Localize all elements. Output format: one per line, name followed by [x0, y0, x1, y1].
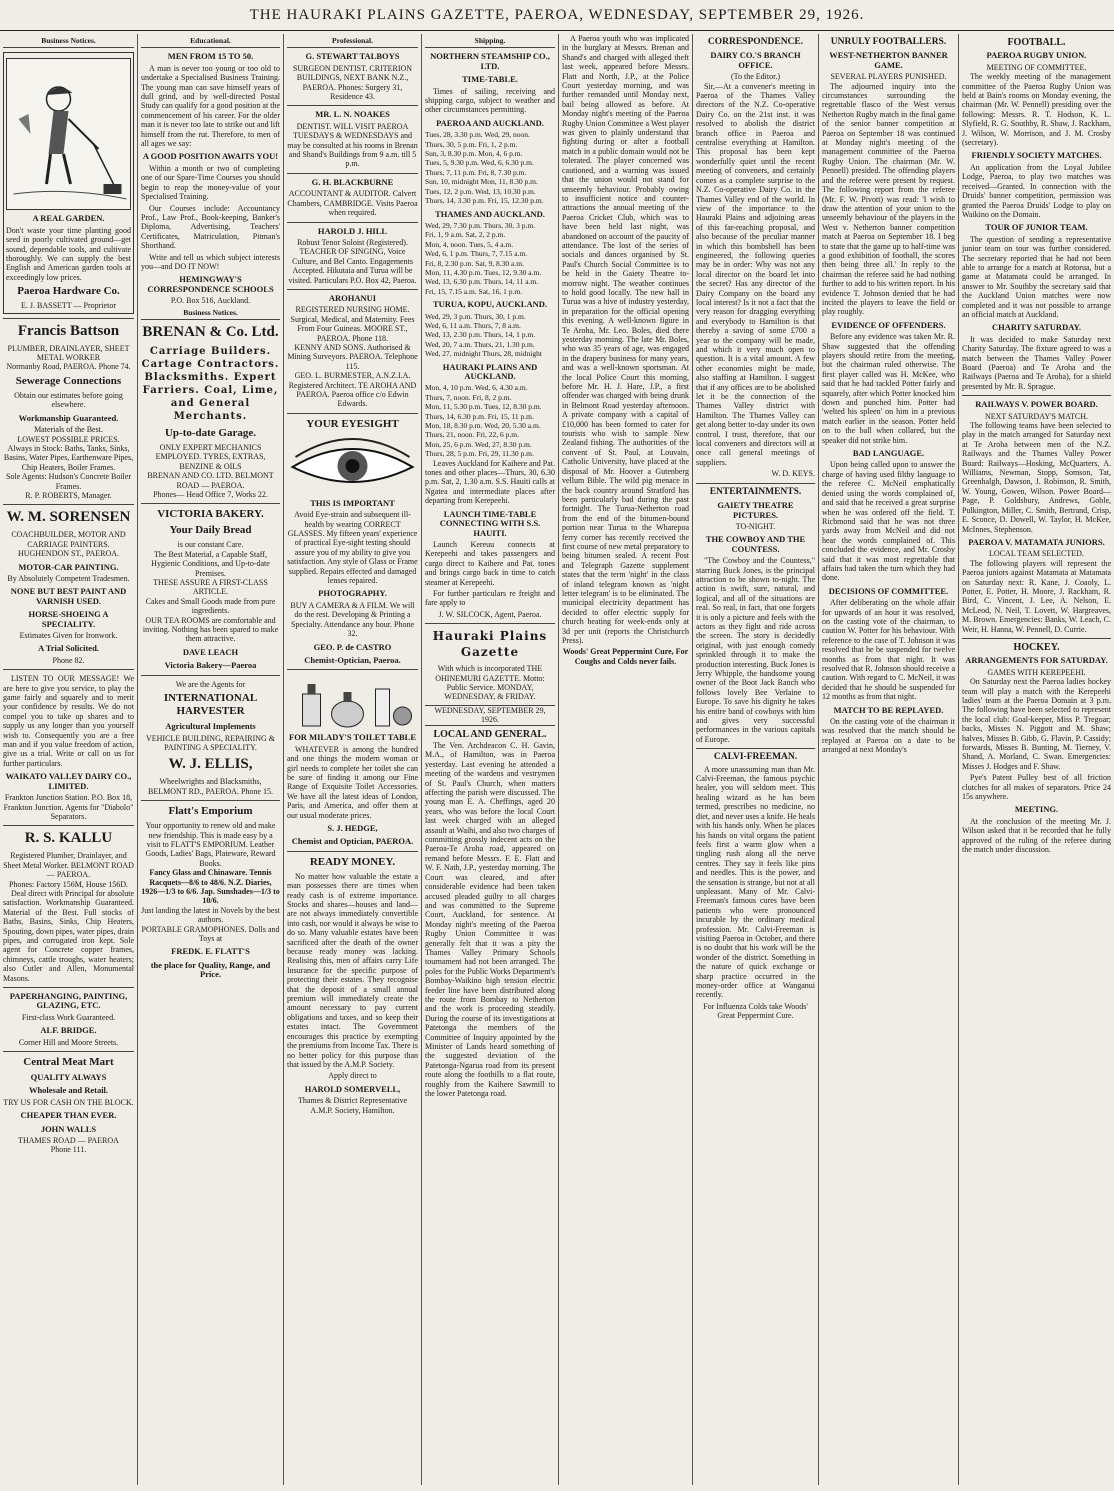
meeting-2-heading: MEETING. [1014, 804, 1059, 815]
gardener-drawing [7, 59, 130, 209]
section-heading: Shipping. [425, 36, 555, 48]
paperhanging: PAPERHANGING, PAINTING, GLAZING, ETC. [9, 991, 128, 1011]
timetable-row: Wed, 29, 7.30 p.m. Thurs, 30, 3 p.m. [425, 220, 536, 230]
decisions-heading: DECISIONS OF COMMITTEE. [828, 585, 949, 596]
try-us: TRY US FOR CASH ON THE BLOCK. [3, 1097, 134, 1107]
good-position: A GOOD POSITION AWAITS YOU! [142, 151, 279, 162]
hemingway-name: HEMINGWAY'S CORRESPONDENCE SCHOOLS [147, 274, 274, 294]
sewerage-heading: Sewerage Connections [15, 374, 122, 387]
hardware-name: Paeroa Hardware Co. [17, 285, 120, 298]
local-general-text: The Ven. Archdeacon C. H. Gavin, M.A., of Hamilton, was in Paeroa yesterday. Last evening he attended a meeting of the wardens and vestrymen of St. Paul's Church, when matters affecting the parish were discussed. The young man E. A. Cheffings, aged 20 years, who was before the local Court last week charged with an alleged assault at Waihi, and also two charges of committing grossly indecent acts on the Paeroa-Te Aroha road, appeared on remand before Messrs. F. E. Flatt and W. F. Nath, J.P., yesterday morning. The Court was cleared, and after considerable evidence had been taken accused pleaded guilty to all charges and was committed to the Supreme Court, Auckland, for sentence. At Monday night's meeting of the Paeroa Rugby Union Committee it was generally felt that it was a pity the Thames Valley Primary Schools tournament had not been arranged. The poles for the Public Works Department's Bombay-Waikino high tension electric feeder line have been distributed along the route from Bombay to Netherton and the work is proceeding steadily. During the course of its investigations at Patetonga the members of the Committee of Inquiry appointed by the Minister of Lands heard something of the suggested deviation of the Patetonga-Ngarua road from its present route along the foothills to a flat route, roughly from the Kaihere Sawmill to the lower Patetonga road. [425, 741, 555, 1099]
meeting-heading: MEETING OF COMMITTEE. [986, 62, 1087, 72]
milady-heading: FOR MILADY'S TOILET TABLE [289, 732, 416, 743]
timetable-row: Wed, 13, 2.30 p.m. Thurs, 14, 1 p.m. [425, 330, 536, 340]
arohanui-name: AROHANUI [328, 292, 377, 303]
hauraki-table [425, 383, 555, 458]
hockey-text: On Saturday next the Paeroa ladies hockey team will play a match with the Kerepeehi ladies' team at the Paeroa Domain at 3 p.m. The following have been selected to represent the local club: Goal-keeper, Miss P. Tregoar; backs, Misses N. Piggott and M. Shaw; halves, Misses B. Gibb, G. Flavin, P. Cassidy; forwards, Misses B. Bunting, M. Tierney, V. Shand, A. Morland, C. Swan. Emergencies: Misses J. Hodges and F. Shaw. [962, 677, 1111, 771]
men-text: A man is never too young or too old to undertake a Specialised Business Training. The young man can save himself years of dull grind, and by well-directed Postal Study can qualify for a good position at the commencement of his career. For the older man it is never too late to strike out and lift himself from the rut. Therefore, to men of all ages we say: [141, 63, 280, 149]
replayed-heading: MATCH TO BE REPLAYED. [833, 704, 944, 715]
timetable-row: Wed, 13, 6.30 p.m. Thurs, 14, 11 a.m. [425, 277, 539, 287]
cheaper: CHEAPER THAN EVER. [20, 1110, 117, 1121]
column-8 [959, 34, 1114, 1485]
pye-ad: Pye's Patent Pulley best of all friction clutches for all makes of separators. Price 24 15s anywhere. [962, 773, 1111, 802]
phone-82: Phone 82. [52, 655, 85, 665]
unruly-text-4: After deliberating on the whole affair for upwards of an hour it was resolved, on the casting vote of the chairman, to caution W. Potter for his behaviour. With reference to the case of T. Johnson it was resolved that he be suspended for twelve months as from that night. It was resolved that R. Johnson should receive a caution. With regard to C. McNeil, it was decided that he should be suspended for 12 months as from that night. [822, 598, 955, 702]
hill-details: Robust Tenor Soloist (Registered). TEACHER OF SINGING, Voice Culture, and Bel Canto. Engagements Accepted. Hikutaia and Turua will be visited. Particulars P.O. Box 42, Paeroa. [288, 237, 417, 285]
column-7 [819, 34, 958, 1485]
freight-line: For further particulars re freight and fare apply to [425, 588, 555, 608]
men-heading: MEN FROM 15 TO 50. [167, 51, 254, 62]
charity-heading: CHARITY SATURDAY. [991, 322, 1082, 333]
launch-timetable: LAUNCH TIME-TABLE CONNECTING WITH S.S. HAUITI. [439, 508, 541, 538]
timetable-row: Thurs, 30, 5 p.m. Fri, 1, 2 p.m. [425, 139, 518, 149]
gazette-subtitle: With which is incorporated THE OHINEMURI GAZETTE. Motto: Public Service. MONDAY, WEDNESDAY, & FRIDAY. [435, 664, 545, 702]
football-text-8: At the conclusion of the meeting Mr. J. Wilson asked that it be recorded that he fully approved of the ruling of the referee during the match under discussion. [962, 816, 1111, 855]
gazette-date: WEDNESDAY, SEPTEMBER 29, 1926. [425, 705, 555, 726]
letter-text: Sir,—At a convener's meeting in Paeroa of the Thames Valley directors of the N.Z. Co-operative Dairy Co. on the 21st inst. it was resolved to abolish the district branch office in Paeroa and centralise everything at Hamilton. This proposal has been kept wonderfully quiet until the recent meeting of conveners, and certainly comes as a complete surprise to the N.Z. Co-operative Dairy Co. in the Thames Valley end of the world. In view of the importance to the Hauraki Plains and adjoining areas of this far-reaching proposal, and also because of the peculiar manner in which this bombshell has been engineered, the following queries may be in order: Why was not any local director on the board let into the secret? Has any director of the Dairy Company on the board any local interest? Is it not a fact that the very reason for dragging everything and everybody to Hamilton is that thereby a saving of some £700 a year to the company will be made, and which it very much open to question. It is a vital amount. A few other economies might be made, also staffing at Hamilton. I suggest that if any offices are to be abolished let it be the connection of the Thames Valley district with Hamilton. The Thames Valley can get along better to-day under its own control. I trust, therefore, that our local conveners and directors will at once call general meetings of suppliers. [696, 81, 815, 467]
timetable-row: Mon, 4, noon. Tues, 5, 4 a.m. [425, 239, 514, 249]
bridge-name: ALF. BRIDGE. [40, 1025, 97, 1036]
timetable-row: Mon, 4, 10 p.m. Wed, 6, 4.30 a.m. [425, 383, 528, 393]
sole-agents: Sole Agents: Hudson's Concrete Boiler Frames. [6, 472, 131, 491]
gardener-illustration [6, 58, 131, 210]
masthead: THE HAURAKI PLAINS GAZETTE, PAEROA, WEDNESDAY, SEPTEMBER 29, 1926. [0, 0, 1114, 31]
unruly-text-1: The adjourned inquiry into the circumstances surrounding the regrettable flasco of the West versus Netherton Rugby match in the final game of the senior banner competition at Paeroa on September 18 was continued at Monday night's meeting of the management committee of the Paeroa Rugby Union. The chairman (Mr. W. Pennell) presided. The offending players and the referee were present by request. The following report from the referee (Mr. F. W. Pivott) was read: 'I wish to draw the attention of your union to the unseemly behaviour of the players in the West v. Netherton banner competition match at Paeroa on September 18. I beg to state that the game up to half-time was a good exhibition of football, the scores then being three all.' In reply to the chairman the referee said he had nothing further to add to his written report. In his evidence T. Johnson denied that he had incited the players to leave the field or play roughly. [822, 81, 955, 317]
timetable-row: Thurs, 21, noon. Fri, 22, 6 p.m. [425, 430, 519, 440]
castro-title: Chemist-Optician, Paeroa. [304, 654, 401, 665]
first-class-work: First-class Work Guaranteed. [21, 1012, 116, 1022]
best-paint-line: NONE BUT BEST PAINT AND VARNISH USED. [10, 586, 127, 606]
dairy-office-heading: DAIRY CO.'S BRANCH OFFICE. [710, 50, 801, 70]
garage-text: ONLY EXPERT MECHANICS EMPLOYED. TYRES, EXTRAS, BENZINE & OILS [155, 442, 266, 471]
hedge-title: Chemist and Optician, PAEROA. [291, 836, 414, 847]
bad-language-heading: BAD LANGUAGE. [852, 448, 925, 459]
steamship-company: NORTHERN STEAMSHIP CO., LTD. [430, 51, 550, 71]
kallu-text: Deal direct with Principal for absolute satisfaction. Workmanship Guaranteed. Material of the Best. Full stocks of Baths, Basins, Sinks, Chip Heaters, Spouting, down pipes, water pipes, drain pipes, and corrugated iron kept. Sole agent for Concrete copper frames, chimneys, cattle troughs, water heaters; also Cutler and Allen, Monumental Masons. [3, 888, 134, 983]
assure-line: THESE ASSURE A FIRST-CLASS ARTICLE. [153, 578, 268, 597]
ironwork-estimates: Estimates Given for Ironwork. [19, 631, 118, 640]
section-heading: Professional. [287, 36, 418, 48]
timetable-note: Times of sailing, receiving and shipping cargo, subject to weather and other circumstances permitting. [425, 86, 555, 115]
dairy-message: LISTEN TO OUR MESSAGE! We are here to give you service, to play the game fairly and squarely and to merit your confidence by results. We do not compel you to take up shares and to supply us any longer than you yourself wish to. Consequently you are a free man and if you value freedom of action, give us a trial. Write or call on us for further particulars. [3, 674, 134, 768]
timetable-row: Mon, 18, 8.30 p.m. Wed, 20, 5.30 a.m. [425, 421, 541, 431]
tour-heading: TOUR OF JUNIOR TEAM. [985, 222, 1088, 233]
horse-shoeing: HORSE-SHOEING A SPECIALITY. [28, 609, 109, 629]
to-editor: (To the Editor.) [731, 72, 780, 82]
thames-auckland-heading: THAMES AND AUCKLAND. [435, 208, 545, 219]
timetable-row: Fri, 15, 7.15 a.m. Sat, 16, 1 p.m. [425, 286, 523, 296]
timetable-row: Tues, 12, 2 p.m. Wed, 13, 10.30 p.m. [425, 186, 536, 196]
unruly-text-5: On the casting vote of the chairman it was resolved that the match should be replayed at Paeroa on a date to be arranged at next Monday's [822, 717, 955, 755]
gaiety-heading: GAIETY THEATRE PICTURES. [717, 500, 794, 520]
eye-icon [287, 435, 418, 495]
competent-line: By Absolutely Competent Tradesmen. [7, 573, 130, 583]
gazette-title: Hauraki Plains Gazette [432, 629, 548, 660]
hedge-name: S. J. HEDGE, [327, 822, 378, 833]
thames-auckland-table [425, 221, 555, 296]
garage-heading: Up-to-date Garage. [164, 426, 257, 439]
timetable-row: Sun, 3, 8.30 p.m. Mon, 4, 6 p.m. [425, 149, 523, 159]
timetable-row: Tues, 5, 9.30 p.m. Wed, 6, 6.30 p.m. [425, 158, 534, 168]
timetable-row: Tues, 28, 3.30 p.m. Wed, 29, noon. [425, 130, 530, 140]
timetable-row: Wed, 29, 3 p.m. Thurs, 30, 1 p.m. [425, 311, 526, 321]
punished-line: SEVERAL PLAYERS PUNISHED. [830, 72, 947, 82]
somervell-name: HAROLD SOMERVELL, [304, 1083, 401, 1094]
column-4 [422, 34, 558, 1485]
timetable-row: Thurs, 28, 5 p.m. Fri, 29, 11.30 p.m. [425, 449, 534, 459]
apply-line: Apply direct to [328, 1071, 377, 1081]
hill-name: HAROLD J. HILL [317, 225, 388, 236]
tonight-line: TO-NIGHT. [735, 521, 776, 531]
timetable-row: Thurs, 14, 6.30 p.m. Fri, 15, 11 p.m. [425, 411, 534, 421]
daily-bread: Your Daily Bread [169, 524, 252, 537]
noakes-name: MR. L. N. NOAKES [315, 109, 390, 120]
banner-game-heading: WEST-NETHERTON BANNER GAME. [829, 50, 948, 70]
friendly-matches-heading: FRIENDLY SOCIETY MATCHES. [971, 150, 1102, 161]
football-text-3: The question of sending a representative junior team on tour was further considered. The secretary reported that he had not been able to arrange for a match at Rotorua, but a game at Matamata could be arranged. In answer to Mr. Southby the secretary said that the Auckland Union matches were now completed and it was not possible to arrange an official match at Auckland. [962, 234, 1111, 319]
football-text-1: The weekly meeting of the management committee of the Paeroa Rugby Union was held at Bain's rooms on Monday evening, the chairman (Mr. W. Pennell) presiding over the following: Messrs. R. T. Hodson, K. L. Slyfield, R. G. Southby, R. Shaw, J. Rackham, J. Wilson, W. Morrison, and J. M. Crosby (secretary). [962, 72, 1111, 148]
arrangements-heading: ARRANGEMENTS FOR SATURDAY. [965, 655, 1108, 666]
local-news-continued: A Paeroa youth who was implicated in the burglary at Messrs. Brenan and Shand's and charged with alleged theft last week, appeared before Messrs. Flatt and North, J.P., at the Police Court yesterday morning, and was further remanded until Monday next, bail being allowed as before. At Monday night's meeting of the Paeroa Rugby Union Committee a West player was given to plainly understand that fighting during or after a football match in a public domain would not be tolerated. The player concerned was cautioned, and a warning was issued that the union would not stand for unseemly behaviour. Probably owing to insufficient notice and counter-attractions the annual meeting of the Paeroa Cricket Club, which was to have been held last night, was abandoned on account of the paucity of attendance. The lost of the series of socials and dances organised by St. Paul's Church Social Committee is to be held in the Gaiety Theatre to-morrow night. The weather continues to hold good locally. The new hall in Turua was a hive of industry yesterday, in preparation for the official opening this evening. A well-known figure in Te Aroha, Mr. Leo. Boles, died there yesterday morning. The late Mr. Boles, who was 35 years of age, was engaged in the drapery business for many years, and was a well-known sportsman. At the local Police Court this morning, before Mr. H. J. Hare, J.P., a first offender was charged with being drunk in Belmont Road yesterday afternoon. A private company with a capital of £10,000 has been formed to cater for tourists who wish to sample New Zealand fishing. The authorities of the convent of St. Paul, at Louvain, Catholic University, have placed at the disposal of Mr. Hoover a Gutenberg vellum Bible. The wild pig menace in the back country around Stratford has been particularly bad during the past fortnight. The Turua-Netherton road from the end of the bitumen-bound portion near Turua to the Wharepoa ferry corner has recently received the first course of new metal preparatory to being bitumen sealed. A recent Post and Telegraph Gazette supplement states that the term 'night' in the class of inland telegram known as 'night letter telegram' is to be eliminated. The municipal electricity department has decided to offer electric supply for church heating for week-ends only at 3d per unit (reports the Christchurch Press). [562, 34, 689, 645]
next-saturday-heading: NEXT SATURDAY'S MATCH. [984, 411, 1088, 421]
international-harvester: INTERNATIONAL HARVESTER [163, 692, 258, 718]
best-material: The Best Material, a Capable Staff, Hygienic Conditions, and Up-to-date Premises. [151, 549, 270, 578]
column-1 [0, 34, 137, 1485]
paeroa-auckland-table [425, 130, 555, 205]
battson-trade: PLUMBER, DRAINLAYER, SHEET METAL WORKER [7, 343, 130, 363]
eye-illustration [287, 435, 418, 495]
railways-heading: RAILWAYS V. POWER BOARD. [975, 399, 1098, 410]
victoria-paeroa: Victoria Bakery—Paeroa [164, 660, 257, 671]
workmanship-line: Workmanship Guaranteed. [18, 412, 119, 423]
brenan-services: Carriage Builders. Cartage Contractors. Blacksmiths. Expert Farriers. Coal, Lime, and General Merchants. [141, 345, 280, 422]
materials-line: Materials of the Best. [34, 425, 103, 435]
timetable-row: Fri, 1, 9 a.m. Sat, 2, 2 p.m. [425, 230, 506, 240]
lowest-prices: LOWEST POSSIBLE PRICES. [17, 434, 120, 444]
battson-address: Normanby Road, PAEROA. Phone 74. [6, 362, 131, 372]
calvi-heading: CALVI-FREEMAN. [713, 752, 798, 763]
garden-caption: A REAL GARDEN. [32, 213, 105, 224]
implements-line: Agricultural Implements [165, 721, 256, 732]
launch-text: Launch Kereuu connects at Kerepeehi and takes passengers and cargo direct to Kaihere and Pat. tones and brings cargo back in time to catch steamer at Kerepeehi. [425, 539, 555, 587]
local-team-heading: LOCAL TEAM SELECTED. [989, 549, 1084, 559]
calvi-text: A more unassuming man than Mr. Calvi-Freeman, the famous psychic healer, you will seldom meet. This healing wizard as he has been termed, prescribes no medicine, no diet, and never uses a knife. He heals with his hands only. When he places his hands on vital organs the patient feels first a warm glow when a tingling rush along all the nerve centres. They say it feels like pins and needles. This is the power, and the sensation is strange, but not at all unpleasant. Many of Mr. Calvi-Freeman's famous cures have been patients who were pronounced incurable by the ordinary medical profession. Mr. Calvi-Freeman is visiting Paeroa in October, and there is no doubt that his work will be the wonder of the district. Something in the nature of quick exchange or sharp practice occurred in the money-order office at Wanganui recently. [696, 764, 815, 1000]
rugby-union-heading: PAEROA RUGBY UNION. [986, 50, 1087, 61]
kenny-details: KENNY AND SONS. Authorised & Mining Surveyors. PAEROA. Telephone 115. [287, 342, 418, 371]
section-heading-2: Business Notices. [141, 308, 280, 320]
timetable-row: Thurs, 14, 3.30 p.m. Fri, 15, 12.30 p.m. [425, 196, 544, 206]
section-heading: Business Notices. [3, 36, 134, 48]
section-heading: Educational. [141, 36, 280, 48]
ready-money: READY MONEY. [309, 855, 396, 868]
write-text: Write and tell us which subject interests you—and DO IT NOW! [141, 252, 280, 271]
ready-text: No matter how valuable the estate a man possesses there are times when ready cash is of extreme importance. Stocks and shares—houses and land—are not always immediately convertible into cash, nor would it always be wise to do so. Many valuable estates have been sacrificed after the death of the owner because ready money was lacking. Realising this, men of affairs carry Life Insurance for the specific purpose of protecting their estates. They recognise that the deposit of a small annual premium will immediately create the amount necessary to pay current obligations and taxes, and so keep their estates intact. The Government encourages this practice by exempting the premiums from Income Tax. There is no better policy for this purpose than that issued by the A.M.P. Society. [287, 871, 418, 1069]
silcock-agent: J. W. SILCOCK, Agent, Paeroa. [438, 609, 542, 619]
timetable-row: Mon, 11, 4.30 p.m. Tues, 12, 9.30 a.m. [425, 267, 542, 277]
milady-text: WHATEVER is among the hundred and one things the modern woman or girl needs to complete her toilet she can be sure of finding it among our Fine Range of Exquisite Toilet Accessories. We have all the latest ideas of London, Paris, and America, and offer them at our usual moderate prices. [287, 744, 418, 820]
cowboy-text: "The Cowboy and the Countess," starring Buck Jones, is the principal attraction to be shown to-night. The action is swift, sure, natural, and logical, and all of the situations are real. So real, in fact, that one forgets it is only a picture and feels with the actors as they fight and ride across the screen. The story is decidedly original, with just enough comedy sprinkled through it to make the production interesting. Buck Jones is Jerry Whipple, the handsome young owner of the Boot Jack Ranch who follows lovely Bee Verlaine to Europe. To save his dignity he takes his entire band of cowboys with him and gives very successful performances in the various capitals of Europe. [696, 556, 815, 744]
bridge-address: Corner Hill and Moore Streets. [18, 1037, 119, 1047]
brenan-phones: Phones— Head Office 7, Works 22. [153, 490, 268, 499]
flatt-emporium: Flatt's Emporium [168, 805, 253, 818]
arohanui-details: REGISTERED NURSING HOME. Surgical, Medical, and Maternity. Fees From Four Guineas. MOORE ST., PAEROA. Phone 118. [290, 305, 415, 343]
sewerage-text: Obtain our estimates before going elsewhere. [14, 390, 123, 410]
football-text-6: The following players will represent the Paeroa juniors against Matamata at Matamata on Saturday next: R. Kane, J. Coaoly, L. Potter, E. Potter, H. Moore, J. Rackham, R. Bird, C. Vincent, J. Lee, A. Nelson, E. McLeod, N. Neil, T. Lovett, W. Hargreaves, M. Brown. Emergencies: Banks, W. Leach, C. Weir, H. Hanna, W. Pennell, D. Currie. [962, 558, 1111, 634]
timetable-row: Wed, 20, 7 a.m. Thurs, 21, 1.30 p.m. [425, 339, 535, 349]
thames-road: THAMES ROAD — PAEROA [18, 1136, 119, 1146]
phone-111: Phone 111. [50, 1145, 87, 1155]
blackburne-details: ACCOUNTANT & AUDITOR. Calvert Chambers, CAMBRIDGE. Visits Paeroa when required. [287, 189, 418, 218]
stock-list: Always in Stock: Baths, Tanks, Sinks, Basins, Water Pipes, Earthenware Pipes, Chip Heaters, Boiler Frames. [3, 443, 134, 472]
wholesale-retail: Wholesale and Retail. [28, 1085, 109, 1096]
timetable-row: Mon, 25, 6 p.m. Wed, 27, 8.30 p.m. [425, 439, 532, 449]
timetable-row: Fri, 8, 2.30 p.m. Sat, 9, 8.30 a.m. [425, 258, 524, 268]
motor-painting: MOTOR-CAR PAINTING. [18, 561, 119, 572]
timetable-row: Wed, 6, 11 a.m. Thurs, 7, 8 a.m. [425, 320, 521, 330]
meat-mart: Central Meat Mart [23, 1056, 114, 1069]
cowboy-heading: THE COWBOY AND THE COUNTESS. [705, 534, 806, 554]
column-5 [559, 34, 692, 1485]
football-text-5: The following teams have been selected to play in the match arranged for Saturday next at Te Aroha between men of the N.Z. Railways and the Thames Valley Power Board: Railways—Hosking, McQuarters, A. Williams, Newman, Stopp, Somson, Tat, Greenhalgh, Dawson, J. Robinson, R. Smith, W. Young, Gowen, Wilson. Power Board—Page, P. Goldsbury, Andrews, Goble, Pulkington, Miller, C. Smith, Bertrand, Crisp, E. Sconce, D. Dowell, W. Taylor, H. McKee, McInnes, Stephenson. [962, 421, 1111, 534]
hauraki-heading: HAURAKI PLAINS AND AUCKLAND. [442, 361, 538, 381]
brenan-name: BRENAN & Co. Ltd. [142, 323, 279, 340]
sorensen-name: W. M. SORENSEN [6, 509, 131, 526]
unruly-text-2: Before any evidence was taken Mr. R. Shaw suggested that the offending players should retire from the meeting, but the chairman ruled otherwise. The first player called was H. McKee, who said that he had tackled Potter fairly and squarely, after which Potter knocked him down and punched him. Potter had 'welted his spleen' on him in a previous match earlier in the season. Potter held on to the ball when collared, but the speaker did not strike him. [822, 332, 955, 445]
within-text: Within a month or two of completing one of our Spare-Time Courses you should begin to reap the money-value of your Specialised Training. [141, 163, 280, 202]
timetable-row: Thurs, 7, noon. Fri, 8, 2 p.m. [425, 392, 512, 402]
column-6 [693, 34, 818, 1485]
football-heading: FOOTBALL. [1007, 37, 1066, 48]
matamata-heading: PAEROA V. MATAMATA JUNIORS. [968, 536, 1105, 547]
influenza-ad: For Influenza Colds take Woods' Great Peppermint Cure. [703, 1001, 808, 1021]
paeroa-auckland-heading: PAEROA AND AUCKLAND. [436, 117, 544, 128]
ellis-trade: Wheelwrights and Blacksmiths, BELMONT RD., PAEROA. Phone 15. [148, 777, 273, 796]
hemingway-address: P.O. Box 516, Auckland. [170, 296, 251, 306]
important-heading: THIS IS IMPORTANT [310, 497, 395, 508]
photography-text: BUY A CAMERA & A FILM. We will do the rest. Developing & Printing a Specialty. Attendance any hour. Phone 32. [290, 600, 415, 639]
timetable-heading: TIME-TABLE. [462, 74, 518, 85]
timetable-row: Mon, 11, 5.30 p.m. Tues, 12, 8.30 p.m. [425, 402, 542, 412]
flatt-name: FREDK. E. FLATT'S [171, 946, 250, 957]
important-text: Avoid Eye-strain and subsequent ill-health by wearing CORRECT GLASSES. My fifteen years' experience of practical Eye-sight testing should assure you of my ability to give you satisfaction. Any style of Glass or Frame supplied. Repairs effected and damaged lenses repaired. [287, 510, 418, 586]
gramophones: PORTABLE GRAMOPHONES. Dolls and Toys at [141, 924, 280, 943]
leach-name: DAVE LEACH [182, 646, 239, 657]
unruly-heading: UNRULY FOOTBALLERS. [830, 37, 947, 47]
timetable-row: Wed, 6, 1 p.m. Thurs, 7, 7.15 a.m. [425, 249, 528, 259]
garden-text: Don't waste your time planting good seed in poorly cultivated ground—get sound, dependable tools, and cultivate thoroughly. We can supply the best English and American garden tools at exceedingly low prices. [6, 225, 131, 282]
hockey-heading: HOCKEY. [1013, 641, 1060, 653]
timetable-row: Sun, 10, midnight Mon, 11, 8.30 p.m. [425, 177, 538, 187]
correspondence-heading: CORRESPONDENCE. [707, 37, 804, 47]
turua-heading: TURUA, KOPU, AUCKLAND. [432, 299, 548, 310]
kallu-trade: Registered Plumber, Drainlayer, and Sheet Metal Worker. BELMONT ROAD — PAEROA. [3, 851, 134, 880]
victoria-bakery: VICTORIA BAKERY. [157, 508, 264, 521]
flatt-text: Your opportunity to renew old and make new friendship. This is made easy by a visit to FLATT'S EMPORIUM. Leather Goods, Ladies' Bags, Plateware, Reward Books. [145, 821, 276, 868]
kallu-name: R. S. KALLU [24, 830, 113, 847]
tea-rooms: OUR TEA ROOMS are comfortable and inviting. Nothing has been spared to make them attractive. [142, 615, 279, 644]
hardware-proprietor: E. J. BASSETT — Proprietor [21, 301, 116, 311]
blackburne-name: G. H. BLACKBURNE [311, 176, 394, 187]
football-text-2: An application from the Loyal Jubilee Lodge, Paeroa, to play two matches was received—Granted. In connection with the Druids' banner competition, permission was granted the Paeroa Druids' Lodge to play on Waikino on the Domain. [962, 162, 1111, 219]
castro-name: GEO. P. de CASTRO [313, 641, 392, 652]
entertainments-heading: ENTERTAINMENTS. [709, 486, 802, 497]
bottles-illustration [287, 674, 418, 729]
launch-note: Leaves Auckland for Kaihere and Pat. tones and other places—Thurs, 30, 6.30 p.m. Sat, 2, 1.30 a.m. S.S. Hauiti calls at Ngatea and intermediate places after departing from Kerepeehi. [425, 458, 555, 506]
kerepeehi-heading: GAMES WITH KEREPEEHI. [987, 667, 1086, 677]
sorensen-trade: COACHBUILDER, MOTOR AND CARRIAGE PAINTERS. HUGHENDON ST., PAEROA. [11, 530, 126, 559]
burmester-details: GEO. L. BURMESTER, A.N.Z.I.A. Registered Architect. TE AROHA AND PAEROA. Paeroa office c/o Edwin Edwards. [288, 371, 417, 409]
trial-solicited: A Trial Solicited. [38, 643, 99, 654]
constant-care: is our constant Care. [177, 540, 244, 550]
evidence-heading: EVIDENCE OF OFFENDERS. [831, 319, 946, 330]
eyesight-heading: YOUR EYESIGHT [306, 417, 399, 430]
waikato-address: Frankton Junction Station. P.O. Box 18, Frankton Junction. Agents for "Diabolo" Separators. [3, 793, 134, 821]
waikato-dairy: WAIKATO VALLEY DAIRY CO., LIMITED. [5, 771, 132, 791]
letter-signature: W. D. KEYS. [771, 469, 815, 479]
woods-ad: Woods' Great Peppermint Cure, For Coughs and Colds never fails. [562, 647, 689, 666]
hardware-ad [3, 52, 134, 313]
walls-name: JOHN WALLS [40, 1123, 97, 1134]
somervell-details: Thames & District Representative A.M.P. Society, Hamilton. [297, 1096, 408, 1115]
talboys-details: SURGEON DENTIST. CRITERION BUILDINGS, NEXT BANK N.Z., PAEROA. Phones: Surgery 31, Residence 43. [292, 63, 413, 102]
talboys-name: G. STEWART TALBOYS [305, 51, 400, 62]
timetable-row: Thurs, 7, 11 p.m. Fri, 8, 7.30 p.m. [425, 167, 527, 177]
novels-line: Just landing the latest in Novels by the best authors. [141, 905, 280, 925]
noakes-details: DENTIST. WILL VISIT PAEROA TUESDAYS & WEDNESDAYS and may be consulted at his rooms in Brenan and Shand's Buildings from 9 a.m. till 5 p.m. [287, 121, 418, 169]
column-3 [284, 34, 421, 1485]
battson-name: Francis Battson [17, 322, 120, 339]
kallu-phones: Phones: Factory 156M, House 156D. [8, 879, 129, 889]
quality-range: the place for Quality, Range, and Price. [150, 959, 271, 980]
agents-line: We are the Agents for [175, 679, 246, 689]
unruly-text-3: Upon being called upon to answer the charge of having used filthy language to the referee C. McNeil emphatically denied using the words complained of, and said that he received a great surprise when he was ordered off the field. T. Richmond said that he was not three yards away from McNeil and did not hear the words complained of. This concluded the evidence, and Mr. Crosby said that it was most regrettable that affairs had taken the turn which they had done. [822, 460, 955, 583]
timetable-row: Wed, 27, midnight Thurs, 28, midnight [425, 349, 542, 359]
fancy-goods: Fancy Glass and Chinaware. Tennis Racquets—8/6 to 48/6. N.Z. Diaries, 1926—1/3 to 6/6. Jap. Sunshades—1/3 to 10/6. [141, 868, 280, 906]
local-general-heading: LOCAL AND GENERAL. [433, 728, 547, 740]
brenan-address: BRENAN AND CO. LTD. BELMONT ROAD — PAEROA. [147, 471, 274, 490]
courses-text: Our Courses include: Accountancy Prof., Law Prof., Book-keeping, Banker's Diploma, Advertising, Teachers' Certificates, Matriculation, Pitman's Shorthand. [141, 203, 280, 251]
manager-line: R. P. ROBERTS, Manager. [25, 490, 112, 500]
column-2 [138, 34, 283, 1485]
quality-always: QUALITY ALWAYS [30, 1072, 107, 1083]
ellis-name: W. J. ELLIS, [168, 756, 253, 773]
football-text-4: It was decided to make Saturday next Charity Saturday. The fixture agreed to was a match between the Thames Valley Power Board (Paeroa) and Te Aroha and the Railways (Paeroa and Te Aroha), for a shield presented by Mr. R. Sprague. [962, 334, 1111, 391]
toilet-bottles-icon [287, 674, 418, 729]
vehicle-building: VEHICLE BUILDING, REPAIRING & PAINTING A SPECIALITY. [145, 733, 276, 752]
photography-heading: PHOTOGRAPHY. [318, 588, 387, 599]
turua-table [425, 312, 555, 359]
cakes-line: Cakes and Small Goods made from pure ingredients. [145, 596, 276, 616]
